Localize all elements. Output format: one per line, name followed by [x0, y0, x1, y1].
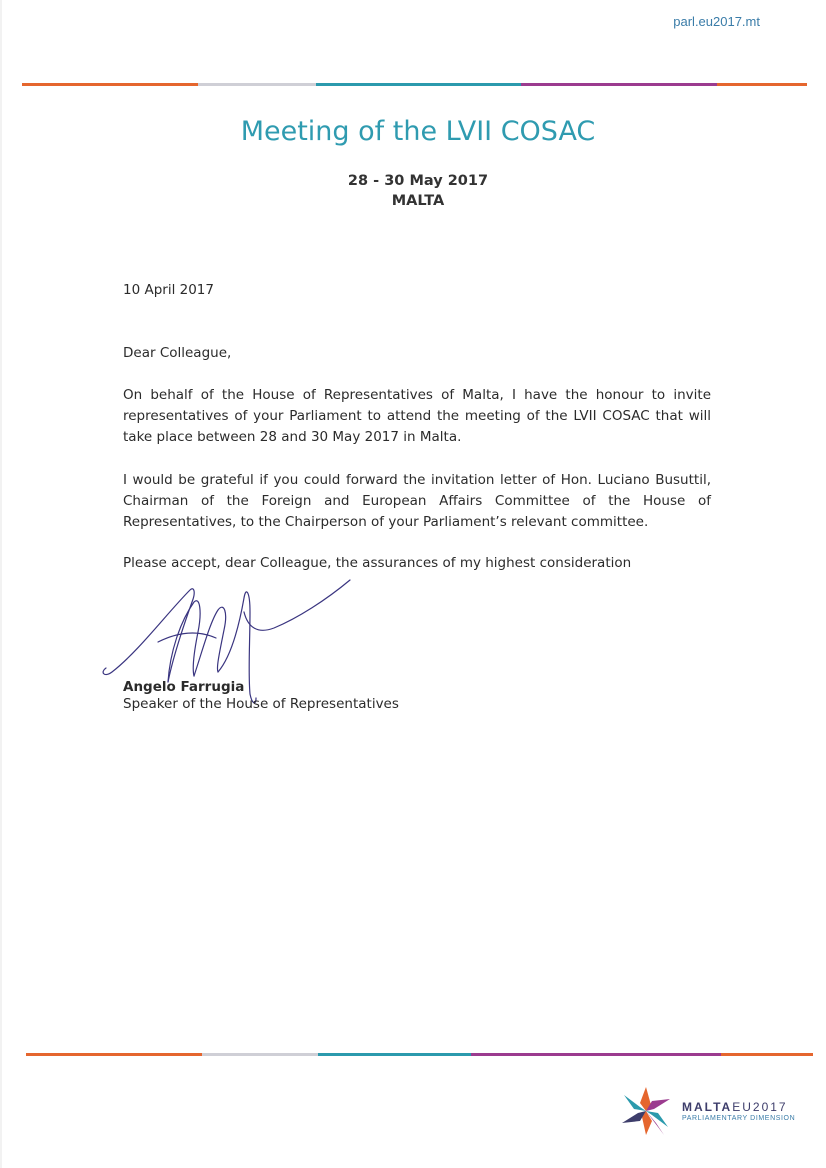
meeting-place: MALTA [391, 193, 445, 209]
meeting-dates: 28 - 30 May 2017 [347, 173, 489, 189]
stripe-orange [22, 83, 198, 86]
signature-stroke [158, 633, 216, 642]
stripe-purple [521, 83, 717, 86]
stripe-teal [316, 83, 521, 86]
signature-stroke [194, 607, 226, 676]
stripe-grey [198, 83, 316, 86]
signature-stroke [103, 589, 194, 682]
stripe-orange [26, 1053, 202, 1056]
meeting-title: Meeting of the LVII COSAC [240, 116, 596, 147]
paragraph-request: I would be grateful if you could forward the invitation letter of Hon. Luciano Busuttil, Chairman of the Foreign and European Affairs Committee of the House of Representatives, to the Chairperson of your Parliament’s relevant committee. [123, 472, 711, 530]
bottom-color-stripe [26, 1053, 813, 1056]
signature-stroke [168, 601, 200, 682]
closing-line: Please accept, dear Colleague, the assurances of my highest consideration [123, 555, 632, 571]
paragraph-invitation: On behalf of the House of Representatives of Malta, I have the honour to invite representatives of your Parliament to attend the meeting of the LVII COSAC that will take place between 28 and 30 May 2017 in Malta. [123, 387, 711, 445]
letter-date: 10 April 2017 [123, 282, 214, 298]
stripe-purple [471, 1053, 721, 1056]
meeting-dates-block [0, 171, 826, 211]
logo-brand-rest: EU2017 [732, 1100, 788, 1114]
malta-eu2017-logo [618, 1083, 795, 1139]
logo-text [682, 1100, 795, 1122]
signature-stroke [244, 580, 350, 630]
logo-brand [682, 1100, 795, 1114]
stripe-orange-end [721, 1053, 813, 1056]
stripe-grey [202, 1053, 318, 1056]
salutation: Dear Colleague, [123, 345, 232, 361]
signer-name: Angelo Farrugia [123, 679, 245, 695]
signer-title: Speaker of the House of Representatives [123, 696, 399, 712]
star-logo-icon [618, 1083, 674, 1139]
stripe-orange-end [717, 83, 807, 86]
logo-subtitle: PARLIAMENTARY DIMENSION [682, 1115, 796, 1122]
logo-brand-bold: MALTA [682, 1100, 733, 1114]
top-color-stripe [22, 83, 807, 86]
site-url-link[interactable]: parl.eu2017.mt [673, 14, 760, 29]
stripe-teal [318, 1053, 471, 1056]
